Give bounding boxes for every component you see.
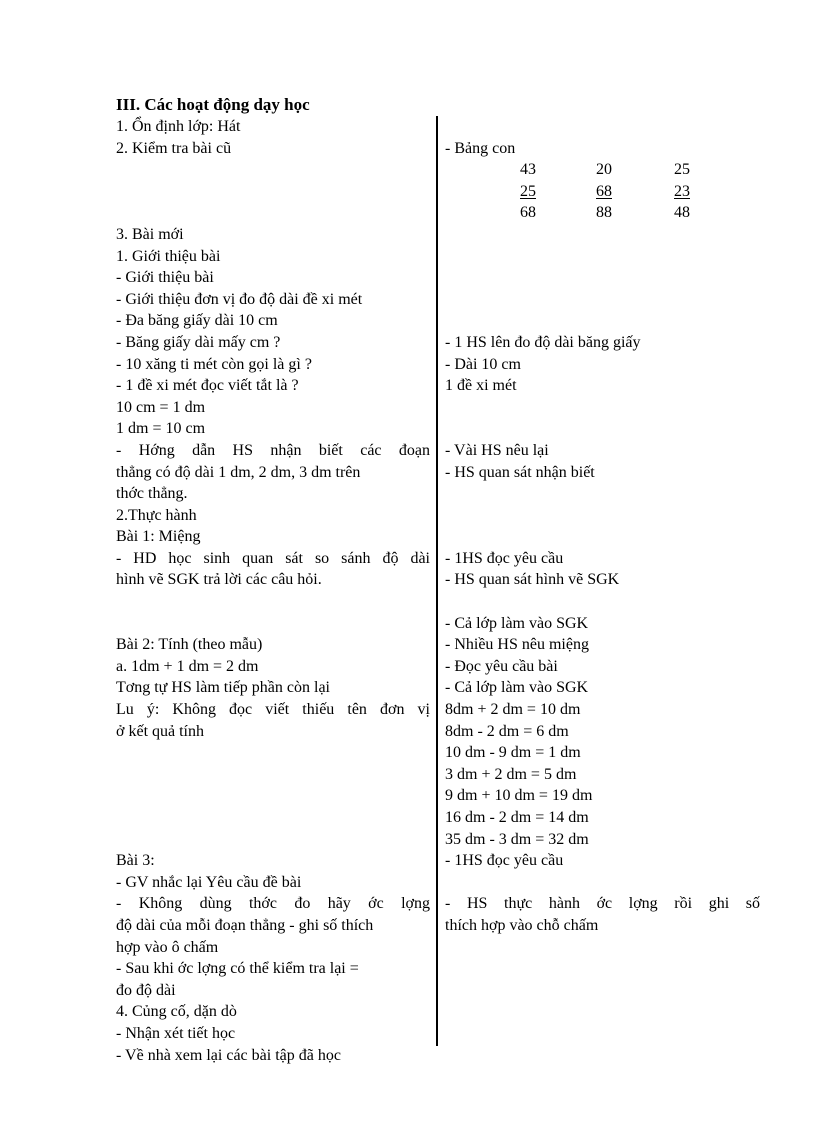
number-cell: 25	[674, 161, 690, 179]
number-cell: 68	[596, 182, 612, 200]
text-line: - 1HS đọc yêu cầu	[445, 549, 564, 567]
text-line: hình vẽ SGK trả lời các câu hỏi.	[116, 571, 322, 589]
text-line: - Dài 10 cm	[445, 355, 521, 373]
number-row	[445, 181, 760, 203]
blank-line	[445, 526, 760, 548]
blank-line	[445, 246, 760, 268]
text-line: 1. Giới thiệu bài	[116, 247, 221, 265]
text-line: 16 dm - 2 dm = 14 dm	[445, 809, 589, 826]
text-line: a. 1dm + 1 dm = 2 dm	[116, 657, 259, 675]
blank-line	[445, 224, 760, 246]
blank-line	[445, 418, 760, 440]
blank-line	[116, 807, 430, 829]
text-line: - Cả lớp làm vào SGK	[445, 614, 589, 632]
text-line: - 1HS đọc yêu cầu	[445, 852, 564, 870]
text-line: Bài 3:	[116, 852, 155, 870]
text-line: 1 đề xi mét	[445, 377, 517, 395]
blank-line	[116, 742, 430, 764]
text-line: - HS quan sát nhận biết	[445, 463, 595, 481]
number-cell: 68	[520, 204, 536, 222]
blank-line	[116, 829, 430, 851]
number-cell: 20	[596, 161, 612, 179]
blank-line	[445, 483, 760, 505]
text-line: 9 dm + 10 dm = 19 dm	[445, 787, 593, 805]
text-line: - Vài HS nêu lại	[445, 441, 549, 459]
number-cell: 88	[596, 204, 612, 222]
text-line: - Không dùng thớc đo hãy ớc lợng	[116, 895, 430, 913]
blank-line	[116, 785, 430, 807]
blank-line	[445, 505, 760, 527]
text-line: - Giới thiệu bài	[116, 269, 214, 287]
text-line: - 1 HS lên đo độ dài băng giấy	[445, 333, 641, 351]
number-row	[445, 202, 760, 224]
blank-line	[445, 310, 760, 332]
blank-line	[445, 591, 760, 613]
text-line: - HD học sinh quan sát so sánh độ dài	[116, 549, 430, 567]
text-line: - Hớng dẫn HS nhận biết các đoạn	[116, 441, 430, 459]
blank-line	[116, 591, 430, 613]
text-line: Bài 1: Miệng	[116, 528, 201, 546]
text-line: - Đa băng giấy dài 10 cm	[116, 312, 278, 330]
text-line: - Băng giấy dài mấy cm ?	[116, 333, 281, 351]
text-line: - HS thực hành ớc lợng rồi ghi số	[445, 895, 760, 913]
blank-line	[116, 181, 430, 203]
text-line: - GV nhắc lại Yêu cầu đề bài	[116, 873, 302, 891]
text-line: thẳng có độ dài 1 dm, 2 dm, 3 dm trên	[116, 463, 361, 481]
text-line: - HS quan sát hình vẽ SGK	[445, 571, 620, 589]
text-line: 3 dm + 2 dm = 5 dm	[445, 765, 577, 783]
blank-line	[116, 202, 430, 224]
text-line: 8dm + 2 dm = 10 dm	[445, 701, 581, 719]
text-line: 8dm - 2 dm = 6 dm	[445, 722, 569, 740]
text-line: - Sau khi ớc lợng có thể kiểm tra lại =	[116, 960, 359, 978]
text-line: 10 cm = 1 dm	[116, 398, 206, 416]
text-line: - Bảng con	[445, 139, 516, 157]
text-line: - 1 đề xi mét đọc viết tắt là ?	[116, 377, 299, 395]
section-heading: III. Các hoạt động dạy học	[116, 95, 310, 114]
text-line: 2. Kiểm tra bài cũ	[116, 139, 232, 157]
text-line: - Đọc yêu cầu bài	[445, 657, 558, 675]
text-line: - Về nhà xem lại các bài tập đã học	[116, 1046, 341, 1064]
blank-line	[445, 872, 760, 894]
number-cell: 48	[674, 204, 690, 222]
student-activities-column	[445, 116, 760, 937]
blank-line	[445, 267, 760, 289]
text-line: hợp vào ô chấm	[116, 938, 219, 956]
text-line: đo độ dài	[116, 981, 176, 999]
text-line: 1 dm = 10 cm	[116, 420, 206, 438]
number-row	[445, 159, 760, 181]
text-line: Lu ý: Không đọc viết thiếu tên đơn vị	[116, 701, 430, 719]
text-line: - Cả lớp làm vào SGK	[445, 679, 589, 697]
blank-line	[116, 613, 430, 635]
text-line: Bài 2: Tính (theo mẫu)	[116, 636, 263, 654]
text-line: 35 dm - 3 dm = 32 dm	[445, 830, 589, 848]
blank-line	[445, 289, 760, 311]
number-cell: 25	[520, 182, 536, 200]
blank-line	[445, 116, 760, 138]
text-line: 10 dm - 9 dm = 1 dm	[445, 744, 581, 762]
text-line: 2.Thực hành	[116, 506, 197, 524]
column-divider	[436, 116, 438, 1046]
text-line: - 10 xăng ti mét còn gọi là gì ?	[116, 355, 312, 373]
blank-line	[116, 159, 430, 181]
text-line: 1. Ổn định lớp: Hát	[116, 118, 241, 135]
number-cell: 23	[674, 182, 690, 200]
blank-line	[445, 397, 760, 419]
teacher-activities-column	[116, 116, 430, 1066]
number-cell: 43	[520, 161, 536, 179]
text-line: thích hợp vào chỗ chấm	[445, 916, 599, 934]
text-line: 4. Củng cố, dặn dò	[116, 1003, 237, 1021]
text-line: Tơng tự HS làm tiếp phần còn lại	[116, 679, 330, 697]
blank-line	[116, 764, 430, 786]
text-line: thớc thẳng.	[116, 485, 188, 503]
text-line: - Nhiều HS nêu miệng	[445, 636, 589, 654]
text-line: - Nhận xét tiết học	[116, 1024, 236, 1042]
text-line: ở kết quả tính	[116, 722, 204, 740]
text-line: độ dài của mỗi đoạn thẳng - ghi số thích	[116, 916, 374, 934]
text-line: - Giới thiệu đơn vị đo độ dài đề xi mét	[116, 290, 363, 308]
text-line: 3. Bài mới	[116, 225, 184, 243]
